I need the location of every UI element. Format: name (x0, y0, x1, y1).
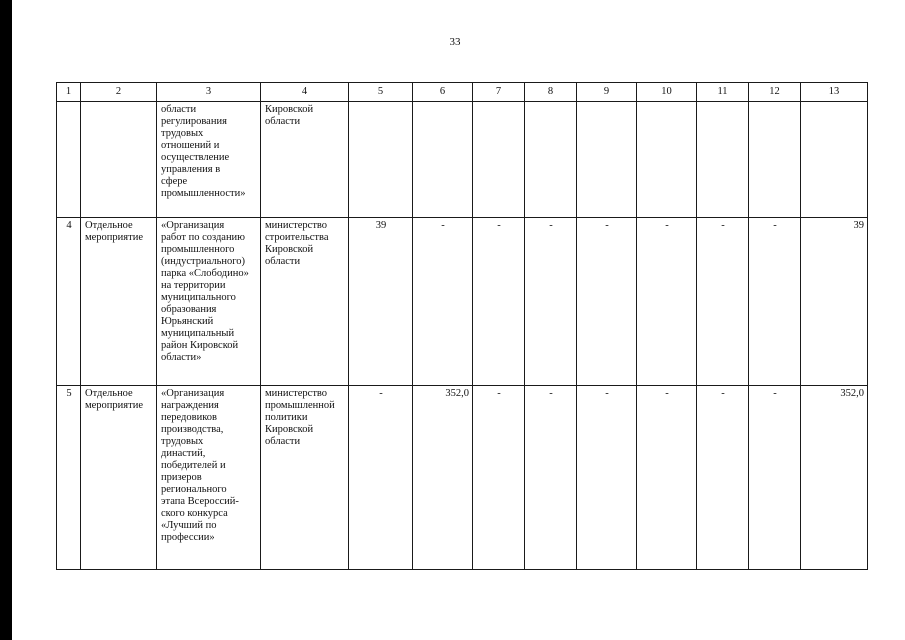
data-table (56, 82, 868, 570)
value-cell: - (697, 218, 749, 386)
measure-name-cell: «Организация награждения передовиков производства, трудовых династий, победителей и призеров регионального этапа Всероссий- ского конкурса «Лучший по профессии» (157, 386, 261, 570)
value-cell: 39 (349, 218, 413, 386)
column-header: 7 (473, 83, 525, 102)
executor-cell: министерство строительства Кировской области (261, 218, 349, 386)
value-cell: - (577, 386, 637, 570)
value-cell (577, 102, 637, 218)
status-cell (81, 102, 157, 218)
executor-cell: министерство промышленной политики Кировской области (261, 386, 349, 570)
value-cell (413, 102, 473, 218)
value-cell (349, 102, 413, 218)
row-number-cell: 4 (57, 218, 81, 386)
table-row (57, 386, 868, 570)
status-cell: Отдельное мероприятие (81, 218, 157, 386)
value-cell: - (525, 386, 577, 570)
page-number: 33 (449, 36, 461, 48)
column-header: 5 (349, 83, 413, 102)
column-header: 11 (697, 83, 749, 102)
executor-cell: Кировской области (261, 102, 349, 218)
value-cell (525, 102, 577, 218)
header-row (57, 83, 868, 102)
value-cell (473, 102, 525, 218)
value-cell: - (637, 386, 697, 570)
value-cell: - (749, 386, 801, 570)
scan-edge-bar (0, 0, 12, 640)
column-header: 2 (81, 83, 157, 102)
value-cell (697, 102, 749, 218)
column-header: 8 (525, 83, 577, 102)
total-cell (801, 102, 868, 218)
value-cell: - (413, 218, 473, 386)
column-header: 1 (57, 83, 81, 102)
column-header: 13 (801, 83, 868, 102)
table-row (57, 218, 868, 386)
column-header: 4 (261, 83, 349, 102)
measure-name-cell: области регулирования трудовых отношений и осуществление управления в сфере промышленности» (157, 102, 261, 218)
column-header: 10 (637, 83, 697, 102)
value-cell: - (349, 386, 413, 570)
value-cell: - (473, 218, 525, 386)
value-cell: - (697, 386, 749, 570)
column-header: 12 (749, 83, 801, 102)
value-cell (637, 102, 697, 218)
value-cell: - (637, 218, 697, 386)
value-cell: - (749, 218, 801, 386)
row-number-cell: 5 (57, 386, 81, 570)
status-cell: Отдельное мероприятие (81, 386, 157, 570)
value-cell: - (577, 218, 637, 386)
value-cell: - (473, 386, 525, 570)
value-cell: 352,0 (413, 386, 473, 570)
column-header: 3 (157, 83, 261, 102)
column-header: 9 (577, 83, 637, 102)
value-cell (749, 102, 801, 218)
total-cell: 352,0 (801, 386, 868, 570)
column-header: 6 (413, 83, 473, 102)
value-cell: - (525, 218, 577, 386)
measure-name-cell: «Организация работ по созданию промышленного (индустриального) парка «Слободино» на территории муниципального образования Юрьянский муниципальный район Кировской области» (157, 218, 261, 386)
table-row (57, 102, 868, 218)
total-cell: 39 (801, 218, 868, 386)
row-number-cell (57, 102, 81, 218)
